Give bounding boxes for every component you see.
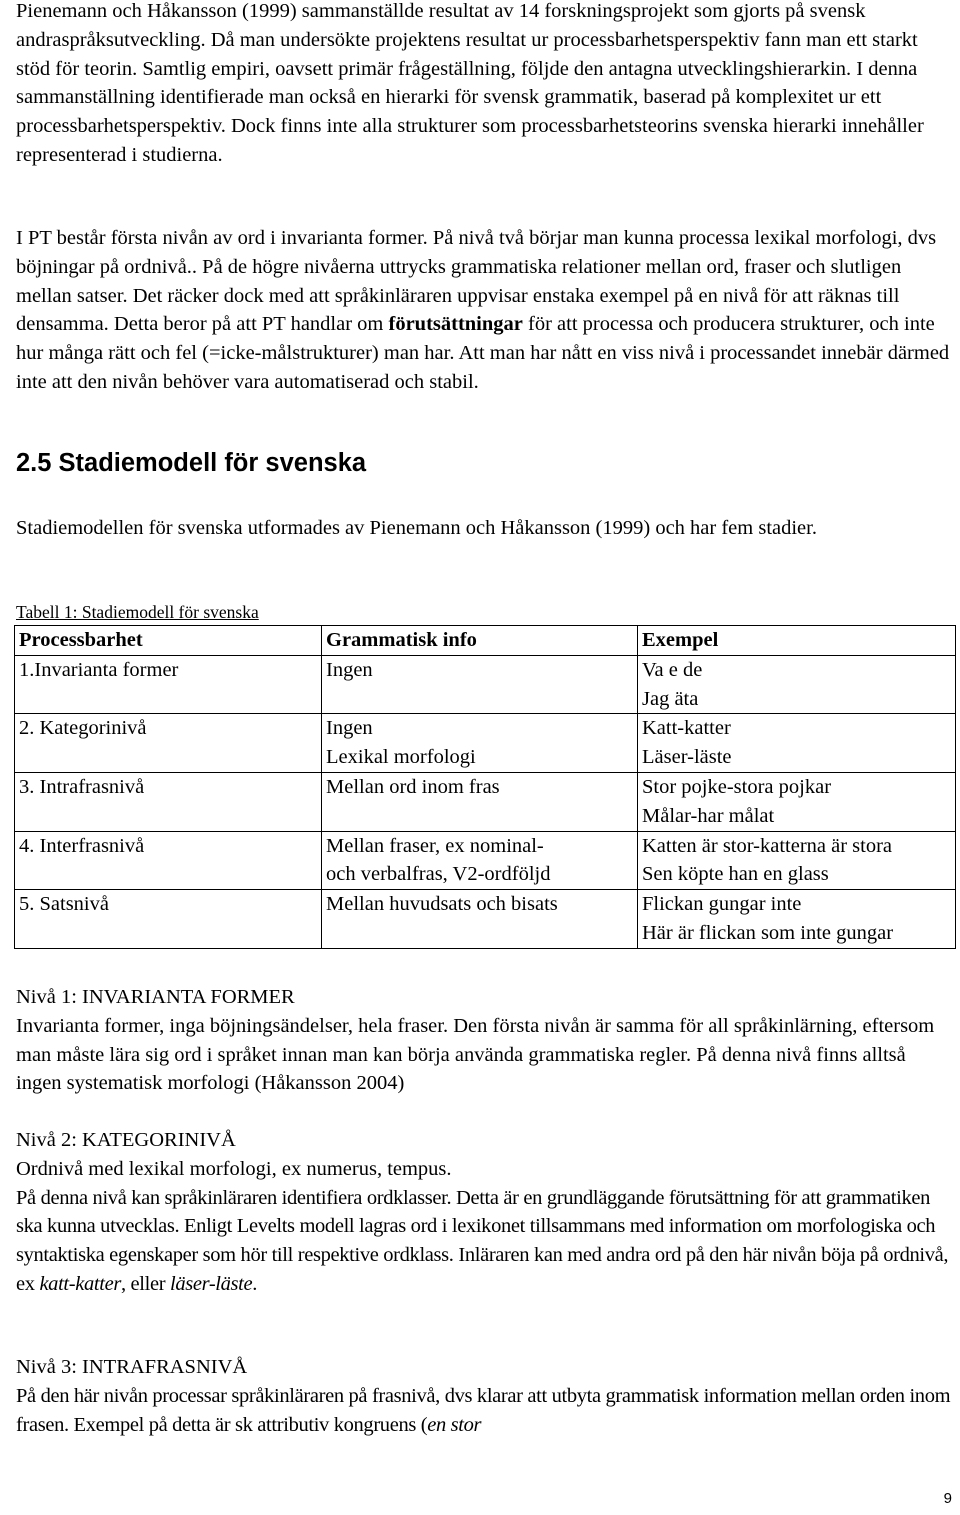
pt-paragraph-text-1: I PT består första nivån av ord i invarianta former. På nivå två börjar man kunna processa lexikal morfologi, dvs böjningar på ordnivå.. På de högre nivåerna uttrycks grammatiska relationer mellan ord, fraser och slutligen mellan satser. Det räcker dock med att språkinläraren uppvisar enstaka exempel på en nivå för att räknas till densamma. Detta beror på att PT handlar om — [16, 227, 937, 336]
table-cell — [15, 772, 322, 831]
table-cell — [322, 772, 638, 831]
table-cell — [638, 831, 956, 890]
cell-line: Ingen — [326, 658, 373, 681]
level-3-text — [16, 1382, 952, 1440]
header-grammatisk-info: Grammatisk info — [322, 626, 638, 656]
level-2-line1: Ordnivå med lexikal morfologi, ex numerus, tempus. — [16, 1157, 452, 1180]
stage-model-table — [14, 625, 956, 949]
table-cell — [322, 831, 638, 890]
table-caption: Tabell 1: Stadiemodell för svenska — [16, 602, 259, 622]
table-cell — [15, 831, 322, 890]
level-3-section — [16, 1353, 952, 1439]
table-cell — [15, 714, 322, 773]
header-processbarhet: Processbarhet — [15, 626, 322, 656]
table-cell — [322, 890, 638, 949]
cell-line: 5. Satsnivå — [19, 893, 109, 916]
cell-line: 1.Invarianta former — [19, 658, 179, 681]
cell-line: Lexikal morfologi — [326, 746, 476, 769]
cell-line: Katten är stor-katterna är stora — [642, 834, 893, 857]
cell-line: 2. Kategorinivå — [19, 717, 147, 740]
pt-paragraph-text-2: för att processa och producera strukturer, och inte hur många rätt och fel (=icke-målstrukturer) man har. Att man har nått en viss nivå i processandet innebär därmed inte att den nivån behöver vara automatiserad och stabil. — [16, 313, 950, 393]
level-3-text-1: På den här nivån processar språkinläraren på frasnivå, dvs klarar att utbyta grammatisk information mellan orden inom frasen. Exempel på detta är sk attributiv kongruens ( — [16, 1384, 951, 1436]
level-2-italic-1: katt-katter — [39, 1272, 121, 1295]
cell-line: Sen köpte han en glass — [642, 863, 829, 886]
level-1-section — [16, 983, 952, 1098]
level-2-title: Nivå 2: KATEGORINIVÅ — [16, 1129, 236, 1151]
cell-line: Här är flickan som inte gungar — [642, 921, 894, 944]
level-2-text-1: På denna nivå kan språkinläraren identifiera ordklasser. Detta är en grundläggande förutsättning för att grammatiken ska kunna utvecklas. Enligt Levelts modell lagras ord i lexikonet tillsammans med information om morfologiska och syntaktiska egenskaper som hör till respektive ordklass. Inläraren kan med andra ord på den här nivån böja på ordnivå, ex — [16, 1186, 949, 1295]
level-2-text-2: , eller — [120, 1272, 170, 1295]
table-row — [15, 890, 956, 949]
table-cell — [638, 890, 956, 949]
cell-line: Mellan ord inom fras — [326, 775, 500, 798]
cell-line: Målar-har målat — [642, 804, 775, 827]
level-3-italic: en stor — [427, 1413, 482, 1436]
table-cell — [638, 655, 956, 714]
level-2-text — [16, 1184, 952, 1299]
cell-line: Va e de — [642, 658, 703, 681]
pt-paragraph — [16, 224, 952, 397]
table-header-row — [15, 626, 956, 656]
level-2-section — [16, 1126, 952, 1299]
cell-line: 4. Interfrasnivå — [19, 834, 145, 857]
cell-line: Ingen — [326, 717, 373, 740]
level-2-text-3: . — [252, 1272, 258, 1295]
cell-line: Mellan huvudsats och bisats — [326, 893, 558, 916]
table-cell — [322, 655, 638, 714]
cell-line: Katt-katter — [642, 717, 731, 740]
cell-line: Flickan gungar inte — [642, 893, 802, 916]
table-row — [15, 831, 956, 890]
level-1-title: Nivå 1: INVARIANTA FORMER — [16, 986, 295, 1008]
table-cell — [15, 890, 322, 949]
table-row — [15, 714, 956, 773]
section-heading: 2.5 Stadiemodell för svenska — [16, 449, 367, 477]
header-exempel: Exempel — [638, 626, 956, 656]
cell-line: Läser-läste — [642, 746, 732, 769]
table-cell — [638, 714, 956, 773]
cell-line: Jag äta — [642, 687, 699, 710]
table-cell — [638, 772, 956, 831]
stage-model-paragraph: Stadiemodellen för svenska utformades av Pienemann och Håkansson (1999) och har fem stadier. — [16, 517, 817, 539]
level-3-title: Nivå 3: INTRAFRASNIVÅ — [16, 1356, 248, 1378]
table-cell — [322, 714, 638, 773]
cell-line: 3. Intrafrasnivå — [19, 775, 145, 798]
level-1-text: Invarianta former, inga böjningsändelser, hela fraser. Den första nivån är samma för all språkinlärning, eftersom man måste lära sig ord i språket innan man kan börja använda grammatiska regler. På denna nivå finns alltså ingen systematisk morfologi (Håkansson 2004) — [16, 1014, 935, 1095]
intro-paragraph: Pienemann och Håkansson (1999) sammanställde resultat av 14 forskningsprojekt som gjorts på svensk andraspråksutveckling. Då man undersökte projektens resultat ur processbarhetsperspektiv fann man ett starkt stöd för teorin. Samtlig empiri, oavsett primär frågeställning, följde den antagna utvecklingshierarkin. I denna sammanställning identifierade man också en hierarki för svensk grammatik, baserad på komplexitet ur ett processbarhetsperspektiv. Dock finns inte alla strukturer som processbarhetsteorins svenska hierarki innehåller representerad i studierna. — [16, 0, 924, 166]
table-row — [15, 655, 956, 714]
cell-line: Mellan fraser, ex nominal- — [326, 834, 544, 857]
cell-line: Stor pojke-stora pojkar — [642, 775, 832, 798]
level-2-italic-2: läser-läste — [169, 1272, 253, 1295]
pt-paragraph-bold: förutsättningar — [388, 313, 523, 336]
cell-line: och verbalfras, V2-ordföljd — [326, 863, 551, 886]
table-cell — [15, 655, 322, 714]
table-row — [15, 772, 956, 831]
page-number: 9 — [943, 1490, 952, 1507]
